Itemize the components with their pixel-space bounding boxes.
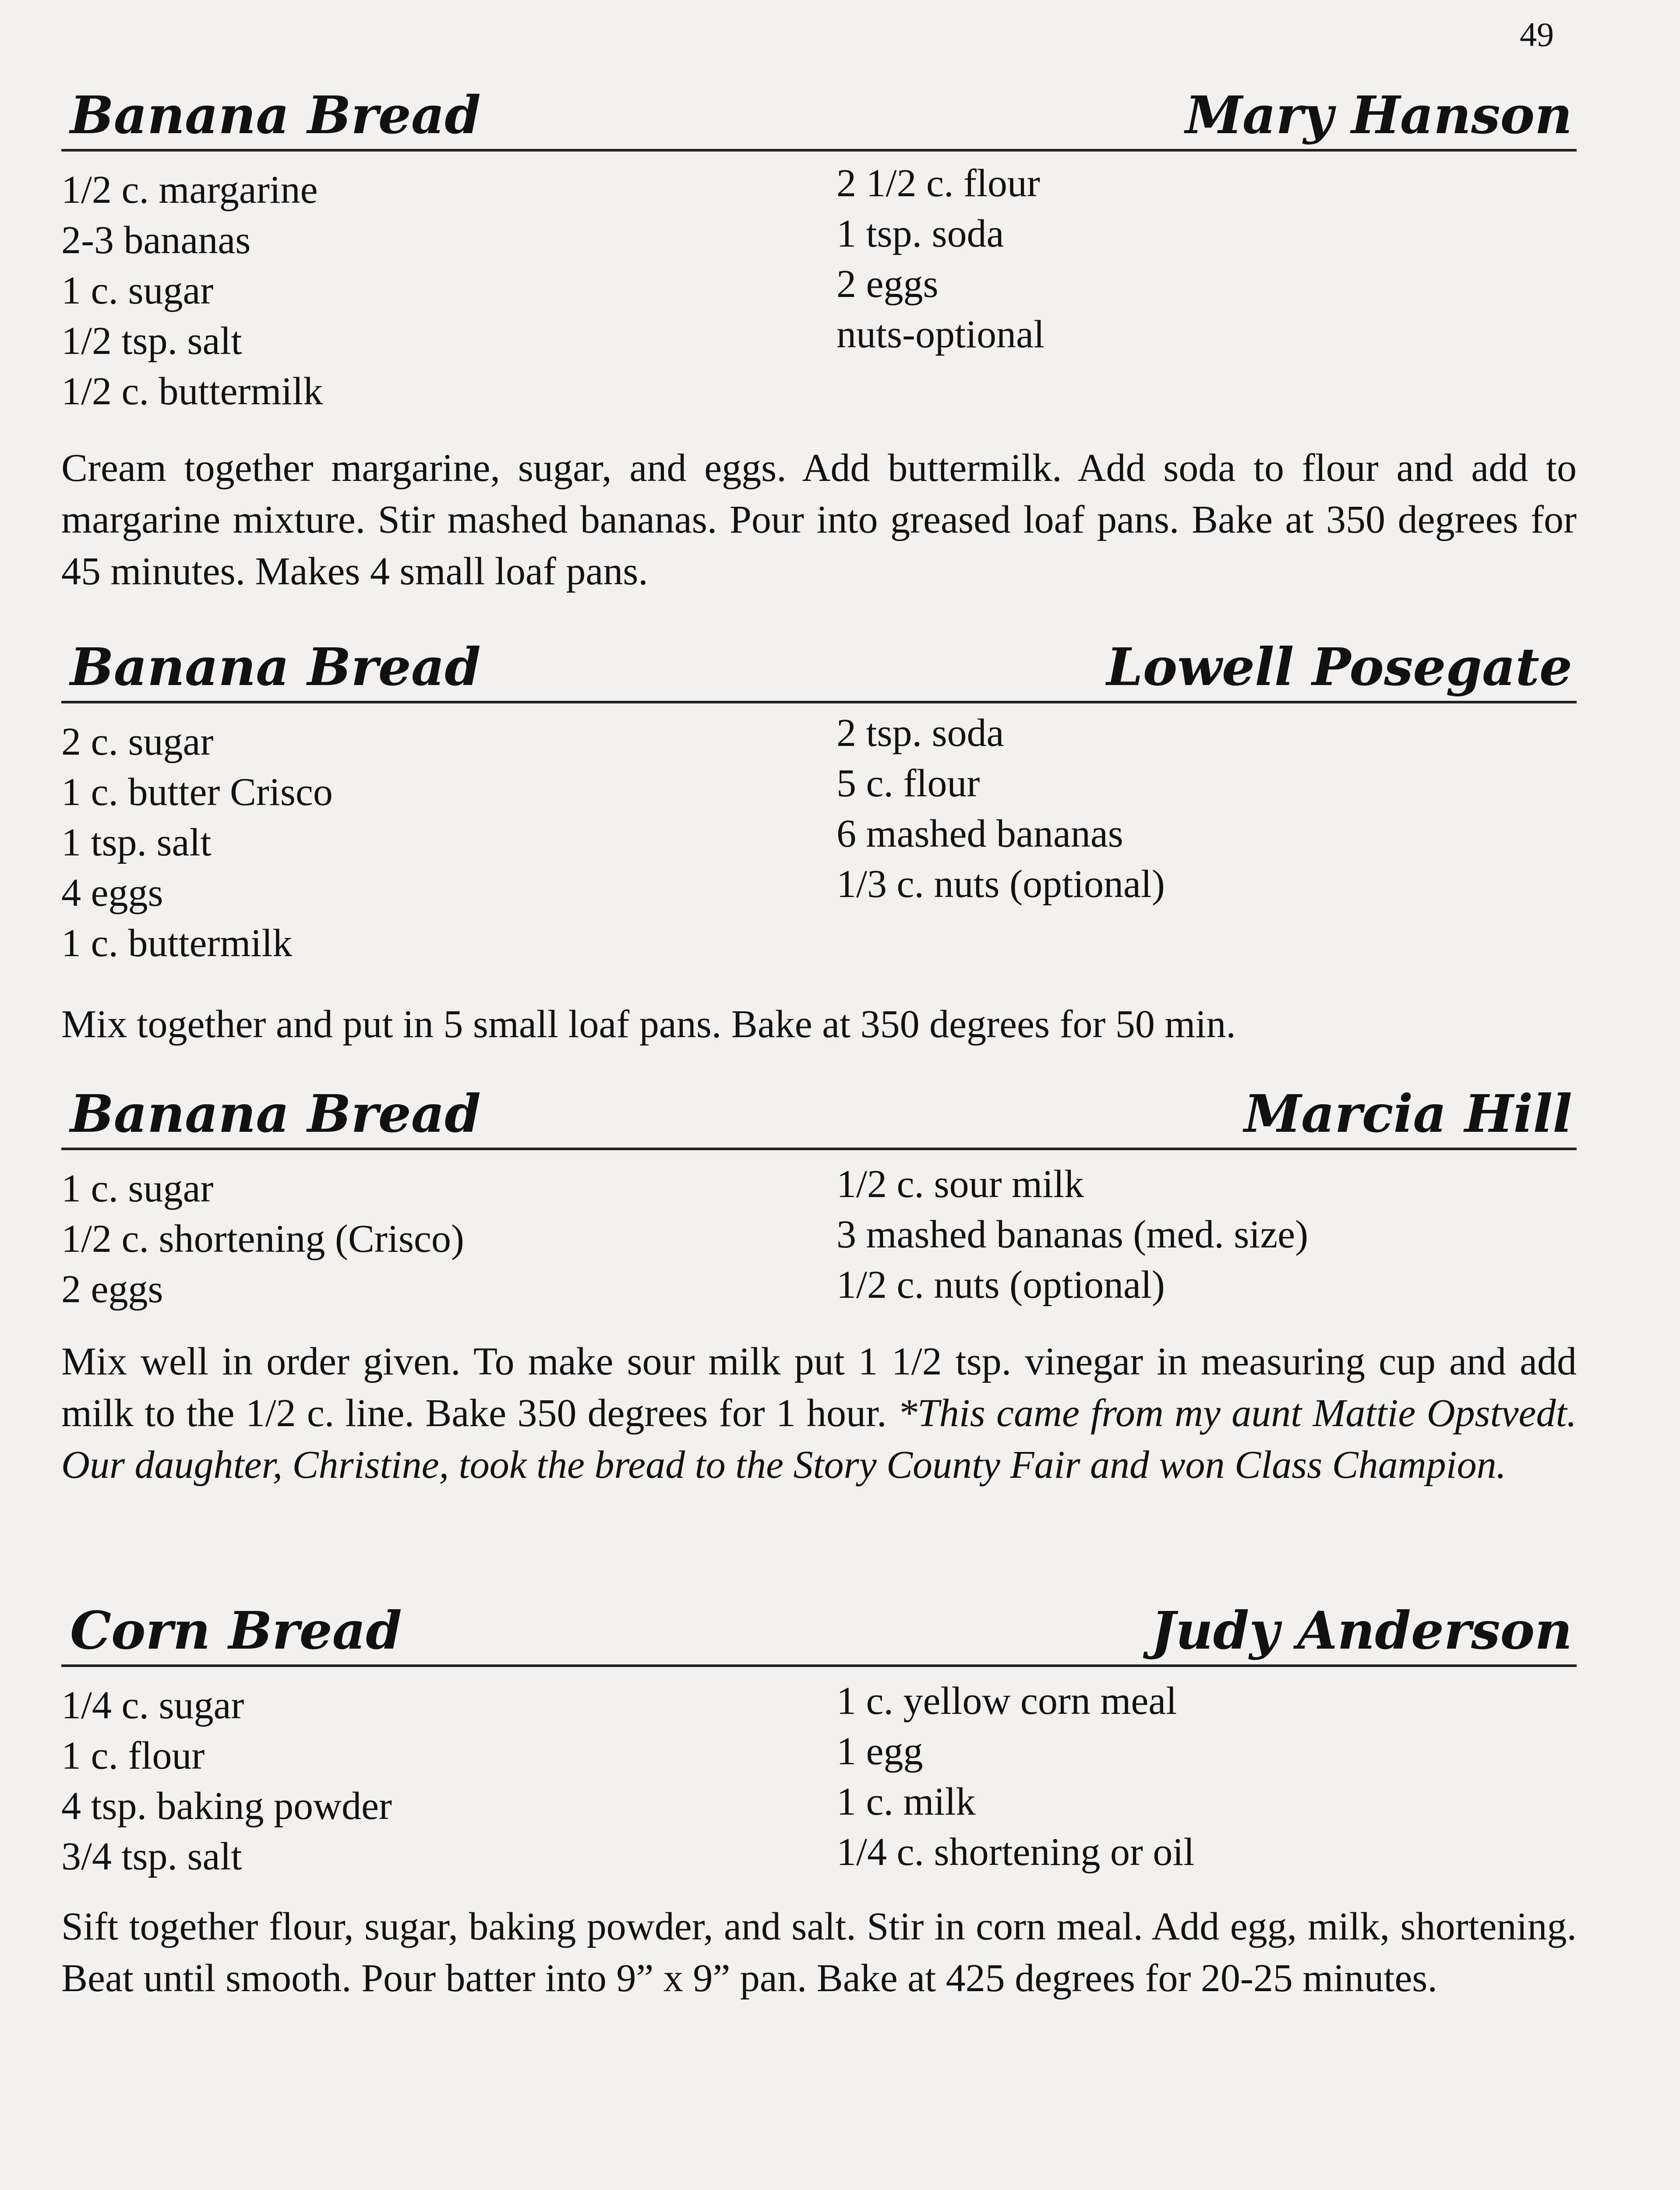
recipe-banana-bread-hill [61,1082,1577,1487]
ingredient: 1 c. sugar [61,1167,214,1210]
ingredient: 4 tsp. baking powder [61,1784,392,1828]
directions-text: Cream together margarine, sugar, and eggs. Add buttermilk. Add soda to flour and add to margarine mixture. Stir mashed bananas. Pour into greased loaf pans. Bake at 350 degrees for 45 minutes. Makes 4 small loaf pans. [61,446,1577,593]
ingredient: 3 mashed bananas (med. size) [836,1213,1309,1256]
recipe-author: Mary Hanson [1185,85,1572,145]
ingredient: 2 eggs [61,1268,163,1311]
directions-text: Mix together and put in 5 small loaf pans. Bake at 350 degrees for 50 min. [61,1003,1236,1046]
ingredient: 1/3 c. nuts (optional) [836,862,1165,906]
ingredient: 1/2 c. margarine [61,168,318,212]
recipe-title: Corn Bread [70,1600,402,1661]
ingredients-left [61,1680,806,1882]
ingredients-right [836,1676,1577,1877]
ingredient: 1 tsp. salt [61,821,212,864]
ingredient: nuts-optional [836,313,1045,356]
recipe-note: *This came from my aunt Mattie Opstvedt. Our daughter, Christine, took the bread to the Story County Fair and won Class Champion. [61,1392,1577,1487]
ingredient: 2 c. sugar [61,720,214,763]
recipe-directions [61,442,1577,597]
ingredient: 1/2 c. buttermilk [61,370,323,413]
directions-text: Mix well in order given. To make sour milk put 1 1/2 tsp. vinegar in measuring cup and add milk to the 1/2 c. line. Bake 350 degrees for 1 hour. [61,1340,1577,1435]
ingredient: 1 c. buttermilk [61,922,293,965]
ingredient: 2-3 bananas [61,219,251,262]
ingredients-right [836,158,1577,360]
recipe-header [61,83,1577,152]
ingredients-right [836,1159,1577,1310]
recipe-author: Judy Anderson [1151,1600,1572,1661]
ingredient: 1/4 c. sugar [61,1684,244,1727]
ingredient-list [61,162,1577,419]
recipe-title: Banana Bread [70,1083,481,1144]
ingredients-left [61,165,806,417]
ingredient: 1 c. sugar [61,269,214,312]
ingredient: 6 mashed bananas [836,812,1123,855]
recipe-directions [61,999,1577,1050]
recipe-directions [61,1901,1577,2004]
recipe-banana-bread-posegate [61,635,1577,1046]
ingredient-list [61,1163,1577,1321]
recipe-title: Banana Bread [70,636,481,697]
recipe-banana-bread-hanson [61,83,1577,593]
ingredient: 2 eggs [836,262,939,306]
ingredients-left [61,717,806,968]
ingredient: 2 tsp. soda [836,711,1004,755]
recipe-author: Lowell Posegate [1106,636,1572,697]
ingredient: 1 c. milk [836,1780,976,1823]
ingredient: 1/2 tsp. salt [61,319,242,363]
ingredient: 1 c. flour [61,1734,205,1777]
ingredient: 1/4 c. shortening or oil [836,1830,1195,1874]
ingredient: 1 egg [836,1730,923,1773]
recipe-title: Banana Bread [70,85,481,145]
recipe-header [61,635,1577,703]
ingredient: 4 eggs [61,871,163,915]
ingredient: 5 c. flour [836,762,980,805]
ingredient: 2 1/2 c. flour [836,162,1040,205]
directions-text: Sift together flour, sugar, baking powder, and salt. Stir in corn meal. Add egg, milk, shortening. Beat until smooth. Pour batter into 9” x 9” pan. Bake at 425 degrees for 20-25 minutes. [61,1905,1577,2000]
ingredient: 1/2 c. nuts (optional) [836,1263,1165,1307]
ingredient: 1/2 c. shortening (Crisco) [61,1217,464,1261]
ingredient-list [61,711,1577,971]
recipe-directions [61,1336,1577,1491]
page-number: 49 [1520,15,1554,53]
ingredient: 3/4 tsp. salt [61,1835,242,1878]
ingredient-list [61,1680,1577,1886]
ingredient: 1 c. yellow corn meal [836,1679,1177,1723]
recipe-header [61,1599,1577,1667]
ingredient: 1 tsp. soda [836,212,1004,255]
ingredient: 1/2 c. sour milk [836,1162,1084,1206]
ingredients-right [836,708,1577,909]
recipe-corn-bread-anderson [61,1599,1577,2000]
ingredients-left [61,1163,806,1314]
recipe-header [61,1082,1577,1150]
recipe-author: Marcia Hill [1244,1083,1572,1144]
ingredient: 1 c. butter Crisco [61,770,333,814]
